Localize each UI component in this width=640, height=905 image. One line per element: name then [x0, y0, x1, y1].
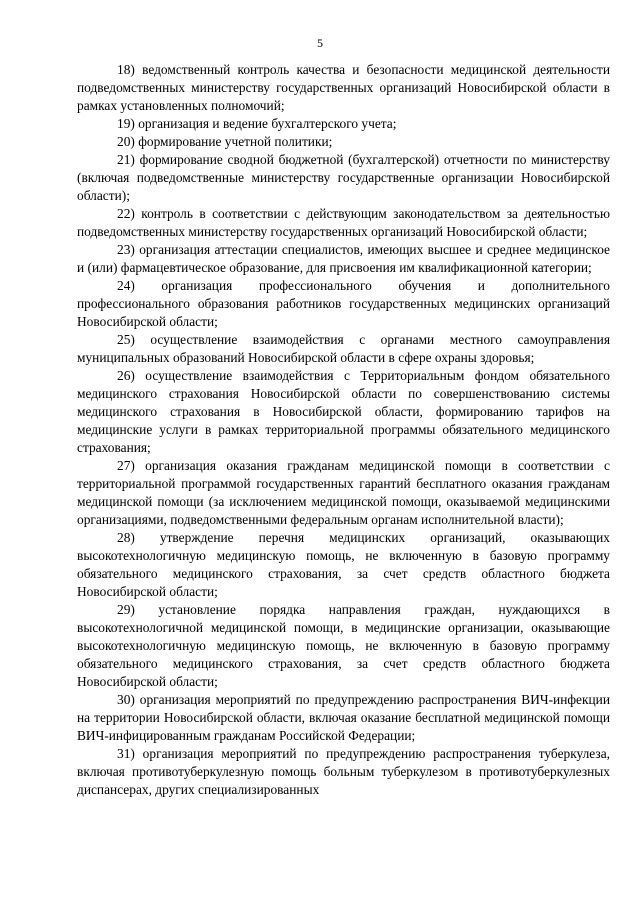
list-item-27: 27) организация оказания гражданам медицинской помощи в соответствии с территориальной программой государственных гарантий бесплатного оказания гражданам медицинской помощи (за исключением медицинской помощи, оказываемой медицинскими организациями, подведомственными федеральным органам исполнительной власти);	[77, 458, 610, 527]
list-item-22: 22) контроль в соответствии с действующим законодательством за деятельностью подведомственных министерству государственных организаций Новосибирской области;	[77, 206, 610, 239]
list-item-20: 20) формирование учетной политики;	[117, 134, 333, 149]
list-item-26: 26) осуществление взаимодействия с Территориальным фондом обязательного медицинского страхования Новосибирской области по совершенствованию системы медицинского страхования в Новосибирской области, формированию тарифов на медицинские услуги в рамках территориальной программы обязательного медицинского страхования;	[77, 368, 610, 455]
list-item-24: 24) организация профессионального обучения и дополнительного профессионального образования работников государственных медицинских организаций Новосибирской области;	[77, 278, 610, 329]
list-item-29: 29) установление порядка направления граждан, нуждающихся в высокотехнологичной медицинской помощи, в медицинские организации, оказывающие высокотехнологичную медицинскую помощь, не включенную в базовую программу обязательного медицинского страхования, за счет средств областного бюджета Новосибирской области;	[77, 602, 610, 689]
list-item-31: 31) организация мероприятий по предупреждению распространения туберкулеза, включая противотуберкулезную помощь больным туберкулезом в противотуберкулезных диспансерах, других специализированных	[77, 746, 610, 797]
page-number: 5	[317, 36, 323, 50]
list-item-30: 30) организация мероприятий по предупреждению распространения ВИЧ-инфекции на территории Новосибирской области, включая оказание бесплатной медицинской помощи ВИЧ-инфицированным гражданам Российской Федерации;	[77, 692, 610, 743]
document-body	[77, 61, 610, 799]
list-item-18: 18) ведомственный контроль качества и безопасности медицинской деятельности подведомственных министерству государственных организаций Новосибирской области в рамках установленных полномочий;	[77, 62, 610, 113]
list-item-23: 23) организация аттестации специалистов, имеющих высшее и среднее медицинское и (или) фармацевтическое образование, для присвоения им квалификационной категории;	[77, 242, 610, 275]
list-item-21: 21) формирование сводной бюджетной (бухгалтерской) отчетности по министерству (включая подведомственные министерству государственные организации Новосибирской области);	[77, 152, 610, 203]
list-item-28: 28) утверждение перечня медицинских организаций, оказывающих высокотехнологичную медицинскую помощь, не включенную в базовую программу обязательного медицинского страхования, за счет средств областного бюджета Новосибирской области;	[77, 530, 610, 599]
list-item-25: 25) осуществление взаимодействия с органами местного самоуправления муниципальных образований Новосибирской области в сфере охраны здоровья;	[77, 332, 610, 365]
list-item-19: 19) организация и ведение бухгалтерского учета;	[117, 116, 397, 131]
